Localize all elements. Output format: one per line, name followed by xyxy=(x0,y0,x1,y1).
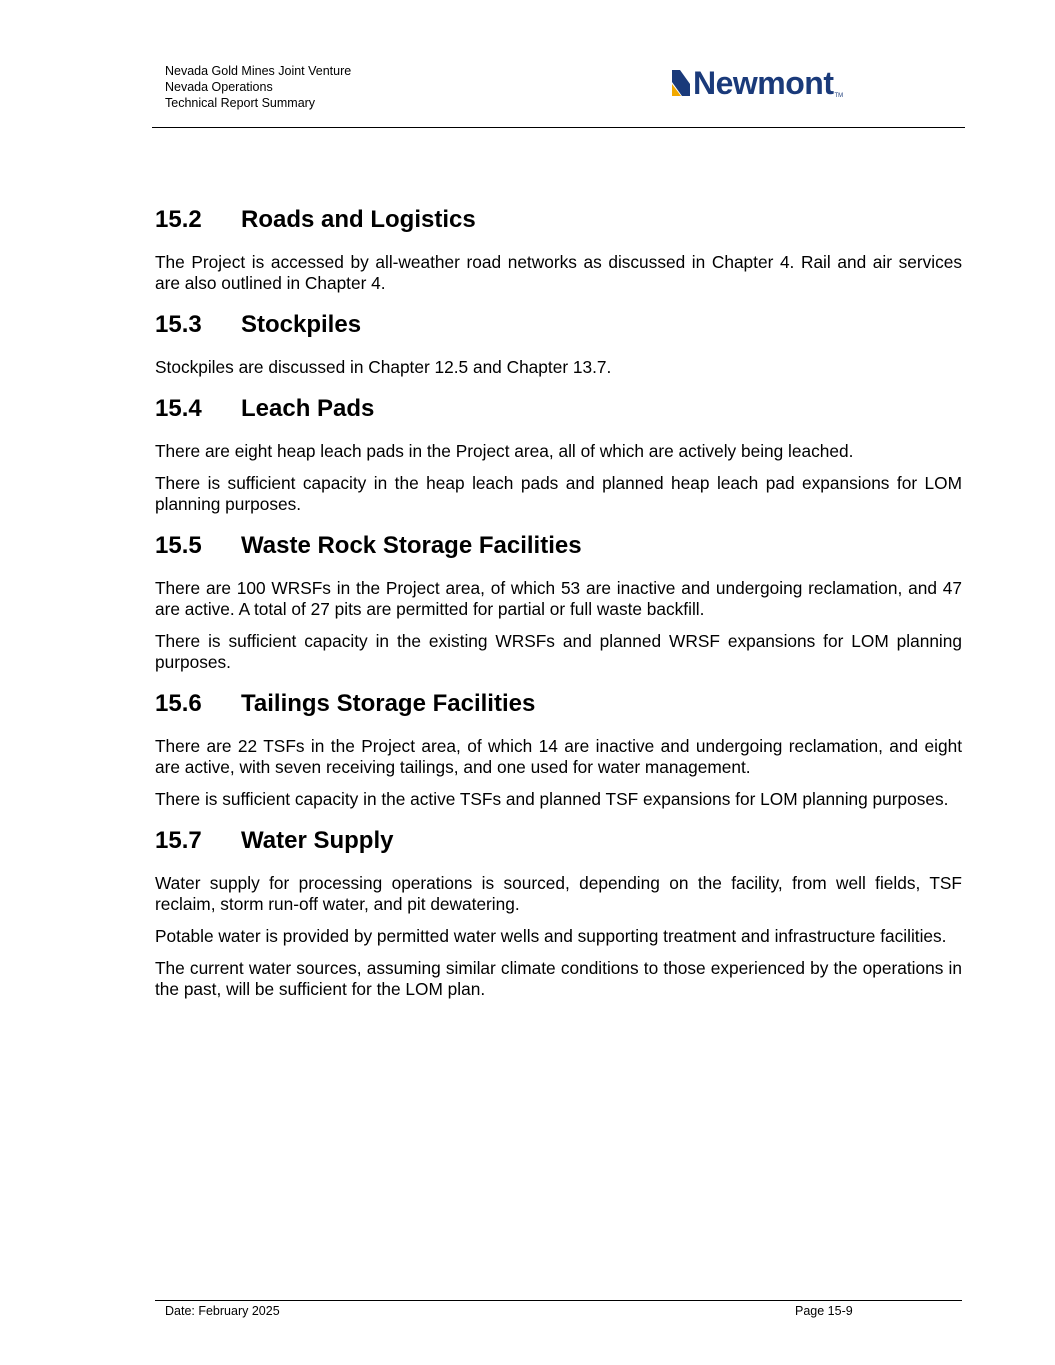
section-number: 15.6 xyxy=(155,690,202,717)
paragraph: There is sufficient capacity in the heap leach pads and planned heap leach pad expansions for LOM planning purposes. xyxy=(155,473,962,514)
section-water-supply xyxy=(155,826,962,1000)
section-stockpiles xyxy=(155,310,962,378)
newmont-logo-icon xyxy=(670,68,692,98)
logo-wordmark: Newmont xyxy=(693,65,834,101)
section-heading xyxy=(155,394,962,424)
section-heading xyxy=(155,205,962,235)
paragraph: There are 100 WRSFs in the Project area, of which 53 are inactive and undergoing reclamation, and 47 are active. A total of 27 pits are permitted for partial or full waste backfill. xyxy=(155,578,962,619)
section-tailings-storage xyxy=(155,689,962,810)
header-company: Nevada Gold Mines Joint Venture xyxy=(165,64,352,78)
paragraph: There is sufficient capacity in the active TSFs and planned TSF expansions for LOM planning purposes. xyxy=(155,789,949,809)
paragraph: The Project is accessed by all-weather road networks as discussed in Chapter 4. Rail and air services are also outlined in Chapter 4. xyxy=(155,252,962,293)
paragraph: There are eight heap leach pads in the Project area, all of which are actively being leached. xyxy=(155,441,854,461)
section-number: 15.3 xyxy=(155,311,202,338)
section-title: Leach Pads xyxy=(241,395,375,422)
paragraph: There is sufficient capacity in the existing WRSFs and planned WRSF expansions for LOM planning purposes. xyxy=(155,631,962,672)
paragraph: Potable water is provided by permitted water wells and supporting treatment and infrastructure facilities. xyxy=(155,926,947,946)
section-title: Waste Rock Storage Facilities xyxy=(241,532,582,559)
section-heading xyxy=(155,826,962,856)
section-heading xyxy=(155,310,962,340)
logo-trademark: TM xyxy=(834,93,844,99)
header-divider xyxy=(152,127,965,128)
document-header xyxy=(165,63,351,111)
footer-divider xyxy=(155,1300,962,1301)
footer-page-number: Page 15-9 xyxy=(795,1304,853,1318)
paragraph: There are 22 TSFs in the Project area, of which 14 are inactive and undergoing reclamation, and eight are active, with seven receiving tailings, and one used for water management. xyxy=(155,736,962,777)
section-roads-logistics xyxy=(155,205,962,294)
paragraph: Water supply for processing operations is sourced, depending on the facility, from well fields, TSF reclaim, storm run-off water, and pit dewatering. xyxy=(155,873,962,914)
section-heading xyxy=(155,689,962,719)
section-waste-rock-storage xyxy=(155,531,962,673)
paragraph: Stockpiles are discussed in Chapter 12.5 and Chapter 13.7. xyxy=(155,357,612,377)
footer-date: Date: February 2025 xyxy=(165,1304,280,1318)
section-number: 15.5 xyxy=(155,532,202,559)
section-leach-pads xyxy=(155,394,962,515)
section-title: Roads and Logistics xyxy=(241,206,476,233)
section-number: 15.7 xyxy=(155,827,202,854)
document-body xyxy=(155,205,962,1011)
section-title: Water Supply xyxy=(241,827,394,854)
section-heading xyxy=(155,531,962,561)
header-report-title: Technical Report Summary xyxy=(165,96,316,110)
section-number: 15.4 xyxy=(155,395,202,422)
section-title: Stockpiles xyxy=(241,311,362,338)
section-number: 15.2 xyxy=(155,206,202,233)
newmont-logo xyxy=(670,65,844,102)
section-title: Tailings Storage Facilities xyxy=(241,690,536,717)
header-operations: Nevada Operations xyxy=(165,80,273,94)
paragraph: The current water sources, assuming similar climate conditions to those experienced by the operations in the past, will be sufficient for the LOM plan. xyxy=(155,958,962,999)
